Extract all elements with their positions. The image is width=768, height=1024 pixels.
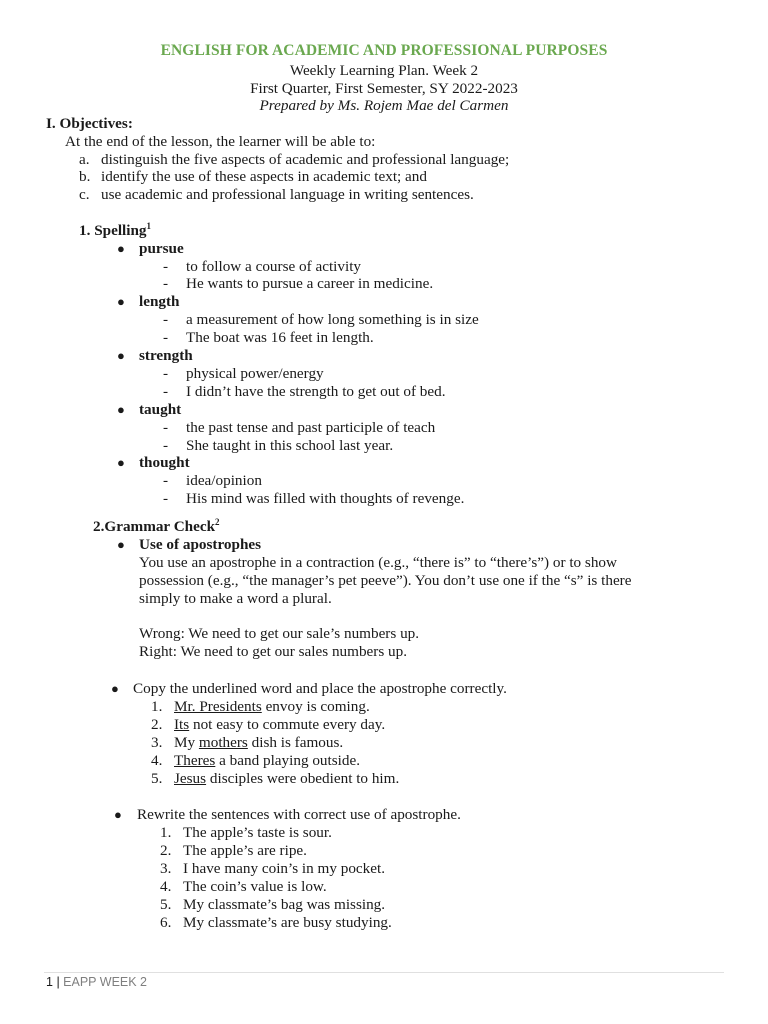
footer-divider bbox=[44, 972, 724, 973]
dash-icon: - bbox=[163, 275, 169, 292]
dash-icon: - bbox=[163, 419, 169, 436]
grammar-explanation: You use an apostrophe in a contraction (e.g., “there is” to “there’s”) or to show bbox=[139, 554, 617, 571]
exercise-number: 5. bbox=[160, 896, 172, 913]
dash-icon: - bbox=[163, 472, 169, 489]
exercise1-item: Mr. Presidents envoy is coming. bbox=[174, 698, 370, 715]
objective-marker: a. bbox=[79, 151, 90, 168]
objective-item: identify the use of these aspects in academic text; and bbox=[101, 168, 427, 185]
bullet-icon: ● bbox=[117, 294, 125, 309]
dash-icon: - bbox=[163, 258, 169, 275]
page-number: 1 bbox=[46, 975, 53, 989]
exercise1-item: Theres a band playing outside. bbox=[174, 752, 361, 769]
exercise-number: 4. bbox=[151, 752, 163, 769]
spelling-example: I didn’t have the strength to get out of bed. bbox=[186, 383, 446, 400]
bullet-icon: ● bbox=[111, 681, 119, 696]
bullet-icon: ● bbox=[117, 537, 125, 552]
bullet-icon: ● bbox=[117, 348, 125, 363]
document-title: ENGLISH FOR ACADEMIC AND PROFESSIONAL PURPOSES bbox=[160, 42, 608, 59]
document-author: Prepared by Ms. Rojem Mae del Carmen bbox=[259, 97, 509, 114]
bullet-icon: ● bbox=[117, 402, 125, 417]
exercise-number: 3. bbox=[151, 734, 163, 751]
footer-label: EAPP WEEK 2 bbox=[63, 975, 148, 989]
grammar-explanation: possession (e.g., “the manager’s pet peeve”). You don’t use one if the “s” is there bbox=[139, 572, 632, 589]
exercise-number: 2. bbox=[151, 716, 163, 733]
objective-marker: c. bbox=[79, 186, 90, 203]
spelling-definition: the past tense and past participle of teach bbox=[186, 419, 436, 436]
spelling-word: pursue bbox=[139, 240, 184, 257]
exercise2-item: My classmate’s are busy studying. bbox=[183, 914, 392, 931]
exercise1-item: My mothers dish is famous. bbox=[174, 734, 344, 751]
exercise1-item: Jesus disciples were obedient to him. bbox=[174, 770, 400, 787]
document-subtitle: Weekly Learning Plan. Week 2 bbox=[289, 62, 479, 79]
spelling-example: He wants to pursue a career in medicine. bbox=[186, 275, 434, 292]
grammar-topic: Use of apostrophes bbox=[139, 536, 262, 553]
exercise2-instruction: Rewrite the sentences with correct use of apostrophe. bbox=[137, 806, 461, 823]
objectives-intro: At the end of the lesson, the learner will be able to: bbox=[65, 133, 376, 150]
exercise2-item: The apple’s taste is sour. bbox=[183, 824, 332, 841]
grammar-heading: 2.Grammar Check$^2$ bbox=[93, 516, 220, 535]
dash-icon: - bbox=[163, 311, 169, 328]
underlined-word: mothers bbox=[198, 734, 248, 751]
underlined-word: Its bbox=[174, 716, 190, 733]
objectives-heading: I. Objectives: bbox=[46, 115, 133, 132]
wrong-example: Wrong: We need to get our sale’s numbers up. bbox=[139, 625, 420, 642]
exercise2-item: The apple’s are ripe. bbox=[183, 842, 307, 859]
exercise-number: 1. bbox=[151, 698, 163, 715]
dash-icon: - bbox=[163, 490, 169, 507]
bullet-icon: ● bbox=[117, 455, 125, 470]
dash-icon: - bbox=[163, 437, 169, 454]
exercise-number: 6. bbox=[160, 914, 172, 931]
grammar-explanation: simply to make a word a plural. bbox=[139, 590, 332, 607]
dash-icon: - bbox=[163, 383, 169, 400]
spelling-example: The boat was 16 feet in length. bbox=[186, 329, 374, 346]
bullet-icon: ● bbox=[114, 807, 122, 822]
exercise-number: 5. bbox=[151, 770, 163, 787]
spelling-example: His mind was filled with thoughts of revenge. bbox=[186, 490, 465, 507]
objective-marker: b. bbox=[79, 168, 91, 185]
footer-separator: | bbox=[56, 975, 60, 989]
spelling-definition: idea/opinion bbox=[186, 472, 262, 489]
exercise-number: 3. bbox=[160, 860, 172, 877]
spelling-word: strength bbox=[139, 347, 193, 364]
spelling-definition: a measurement of how long something is in size bbox=[186, 311, 479, 328]
spelling-word: length bbox=[139, 293, 180, 310]
objective-item: distinguish the five aspects of academic and professional language; bbox=[101, 151, 510, 168]
exercise2-item: My classmate’s bag was missing. bbox=[183, 896, 386, 913]
spelling-word: taught bbox=[139, 401, 182, 418]
underlined-word: Theres bbox=[174, 752, 216, 769]
exercise1-item: Its not easy to commute every day. bbox=[174, 716, 386, 733]
exercise1-instruction: Copy the underlined word and place the apostrophe correctly. bbox=[133, 680, 507, 697]
exercise-number: 4. bbox=[160, 878, 172, 895]
spelling-example: She taught in this school last year. bbox=[186, 437, 394, 454]
underlined-word: Mr. Presidents bbox=[174, 698, 262, 715]
document-term: First Quarter, First Semester, SY 2022-2023 bbox=[250, 80, 518, 97]
spelling-definition: to follow a course of activity bbox=[186, 258, 362, 275]
exercise-number: 2. bbox=[160, 842, 172, 859]
objective-item: use academic and professional language in writing sentences. bbox=[101, 186, 474, 203]
right-example: Right: We need to get our sales numbers up. bbox=[139, 643, 408, 660]
footnote-marker: 1 bbox=[146, 220, 152, 231]
page-footer bbox=[46, 974, 147, 990]
dash-icon: - bbox=[163, 329, 169, 346]
spelling-definition: physical power/energy bbox=[186, 365, 324, 382]
spelling-word: thought bbox=[139, 454, 190, 471]
exercise-number: 1. bbox=[160, 824, 172, 841]
footnote-marker: 2 bbox=[215, 516, 220, 527]
dash-icon: - bbox=[163, 365, 169, 382]
exercise2-item: I have many coin’s in my pocket. bbox=[183, 860, 386, 877]
spelling-heading: 1. Spelling$^1$ bbox=[79, 220, 152, 239]
underlined-word: Jesus bbox=[174, 770, 207, 787]
exercise2-item: The coin’s value is low. bbox=[183, 878, 327, 895]
bullet-icon: ● bbox=[117, 241, 125, 256]
